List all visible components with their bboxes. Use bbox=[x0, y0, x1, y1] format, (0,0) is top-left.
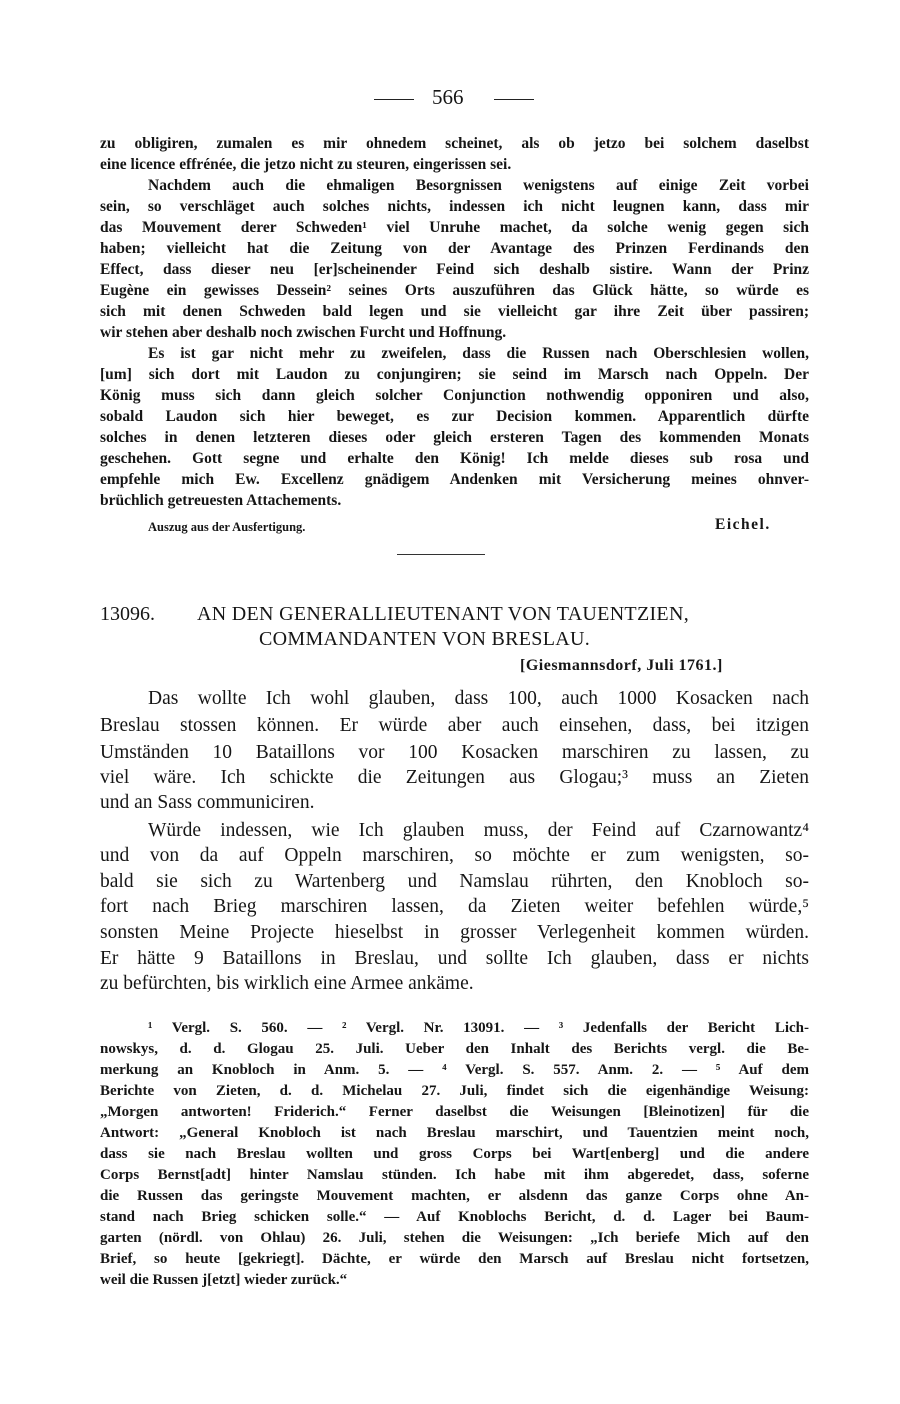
document-number: 13096. bbox=[100, 603, 155, 625]
text-line: und an Sass communiciren. bbox=[100, 792, 315, 813]
text-line: und von da auf Oppeln marschiren, so möchte er zum wenigsten, so- bbox=[100, 845, 809, 866]
page-number: 566 bbox=[432, 85, 464, 109]
footnote-line: stand nach Brieg schicken solle.“ — Auf Knoblochs Bericht, d. d. Lager bei Baum- bbox=[100, 1209, 809, 1225]
dateline: [Giesmannsdorf, Juli 1761.] bbox=[520, 657, 723, 674]
footnote-line: weil die Russen j[etzt] wieder zurück.“ bbox=[100, 1272, 348, 1288]
text-line: brüchlich getreuesten Attachements. bbox=[100, 492, 342, 509]
text-line: sich mit denen Schweden bald legen und sie vielleicht gar ihre Zeit über passiren; bbox=[100, 303, 809, 320]
text-line: eine licence effrénée, die jetzo nicht zu steuren, eingerissen sei. bbox=[100, 156, 512, 173]
footnote-line: dass sie nach Breslau wollten und gross Corps bei Wart[enberg] und die andere bbox=[100, 1146, 809, 1162]
text-line: sein, so verschläget auch solches nichts, indessen ich nicht leugnen kann, dass mir bbox=[100, 198, 809, 215]
text-line: das Mouvement derer Schweden¹ viel Unruhe machet, da solche wenig gegen sich bbox=[100, 219, 809, 236]
footnote-line: Brief, so heute [gekriegt]. Dächte, er würde den Marsch auf Breslau nicht fortsetzen, bbox=[100, 1251, 809, 1267]
footnote-line: Corps Bernst[adt] hinter Namslau stünden. Ich habe mit ihm abgeredet, dass, soferne bbox=[100, 1167, 809, 1183]
footnote-line: die Russen das geringste Mouvement machten, er alsdenn das ganze Corps ohne An- bbox=[100, 1188, 809, 1204]
header-dash-right bbox=[494, 99, 534, 100]
text-line: zu obligiren, zumalen es mir ohnedem scheinet, als ob jetzo bei solchem daselbst bbox=[100, 135, 809, 152]
text-line: geschehen. Gott segne und erhalte den König! Ich melde dieses sub rosa und bbox=[100, 450, 809, 467]
text-line: Das wollte Ich wohl glauben, dass 100, auch 1000 Kosacken nach bbox=[148, 688, 809, 709]
header-dash-left bbox=[374, 99, 414, 100]
text-line: zu befürchten, bis wirklich eine Armee ankäme. bbox=[100, 973, 474, 994]
footnote-line: Antwort: „General Knobloch ist nach Breslau marschirt, und Tauentzien meint noch, bbox=[100, 1125, 809, 1141]
footnote-line: nowskys, d. d. Glogau 25. Juli. Ueber den Inhalt des Berichts vergl. die Be- bbox=[100, 1041, 809, 1057]
text-line: Eugène ein gewisses Dessein² seines Orts auszuführen das Glück hätte, so würde es bbox=[100, 282, 809, 299]
text-line: empfehle mich Ew. Excellenz gnädigem Andenken mit Versicherung meines ohnver- bbox=[100, 471, 809, 488]
text-line: Breslau stossen können. Er würde aber auch einsehen, dass, bei itzigen bbox=[100, 715, 809, 736]
text-line: [um] sich dort mit Laudon zu conjungiren; sie seind im Marsch nach Oppeln. Der bbox=[100, 366, 809, 383]
section-divider bbox=[397, 554, 485, 555]
text-line: Er hätte 9 Bataillons in Breslau, und sollte Ich glauben, dass er nichts bbox=[100, 948, 809, 969]
text-line: Es ist gar nicht mehr zu zweifelen, dass die Russen nach Oberschlesien wollen, bbox=[148, 345, 809, 362]
text-line: Umständen 10 Bataillons vor 100 Kosacken marschiren zu lassen, zu bbox=[100, 742, 809, 763]
text-line: Würde indessen, wie Ich glauben muss, der Feind auf Czarnowantz⁴ bbox=[148, 820, 809, 841]
text-line: solches in denen letzteren dieses oder gleich ersteren Tagen des kommenden Monats bbox=[100, 429, 809, 446]
document-title-line2: COMMANDANTEN VON BRESLAU. bbox=[259, 628, 591, 650]
text-line: bald sie sich zu Wartenberg und Namslau rührten, den Knobloch so- bbox=[100, 871, 809, 892]
text-line: sonsten Meine Projecte hieselbst in grosser Verlegenheit kommen würden. bbox=[100, 922, 809, 943]
text-line: fort nach Brieg marschiren lassen, da Zieten weiter befehlen würde,⁵ bbox=[100, 896, 809, 917]
text-line: wir stehen aber deshalb noch zwischen Furcht und Hoffnung. bbox=[100, 324, 507, 341]
signature: Eichel. bbox=[715, 516, 771, 533]
footnote-line: garten (nördl. von Ohlau) 26. Juli, stehen die Weisungen: „Ich beriefe Mich auf den bbox=[100, 1230, 809, 1246]
text-line: König muss sich dann gleich solcher Conjunction nothwendig opponiren und also, bbox=[100, 387, 809, 404]
footnote-line: ¹ Vergl. S. 560. — ² Vergl. Nr. 13091. — ³ Jedenfalls der Bericht Lich- bbox=[148, 1020, 809, 1036]
text-line: Effect, dass dieser neu [er]scheinender Feind sich deshalb sistire. Wann der Prinz bbox=[100, 261, 809, 278]
document-title-line1: AN DEN GENERALLIEUTENANT VON TAUENTZIEN, bbox=[197, 603, 689, 625]
footnote-line: „Morgen antworten! Friderich.“ Ferner daselbst die Weisungen [Bleinotizen] für die bbox=[100, 1104, 809, 1120]
text-line: sobald Laudon sich hier beweget, es zur Decision kommen. Apparentlich dürfte bbox=[100, 408, 809, 425]
text-line: Nachdem auch die ehmaligen Besorgnissen wenigstens auf einige Zeit vorbei bbox=[148, 177, 809, 194]
text-line: viel wäre. Ich schickte die Zeitungen aus Glogau;³ muss an Zieten bbox=[100, 767, 809, 788]
footnote-line: merkung an Knobloch in Anm. 5. — ⁴ Vergl. S. 557. Anm. 2. — ⁵ Auf dem bbox=[100, 1062, 809, 1078]
footnote-line: Berichte von Zieten, d. d. Michelau 27. Juli, findet sich die eigenhändige Weisung: bbox=[100, 1083, 809, 1099]
text-line: haben; vielleicht hat die Zeitung von der Avantage des Prinzen Ferdinands den bbox=[100, 240, 809, 257]
source-note: Auszug aus der Ausfertigung. bbox=[148, 520, 306, 534]
